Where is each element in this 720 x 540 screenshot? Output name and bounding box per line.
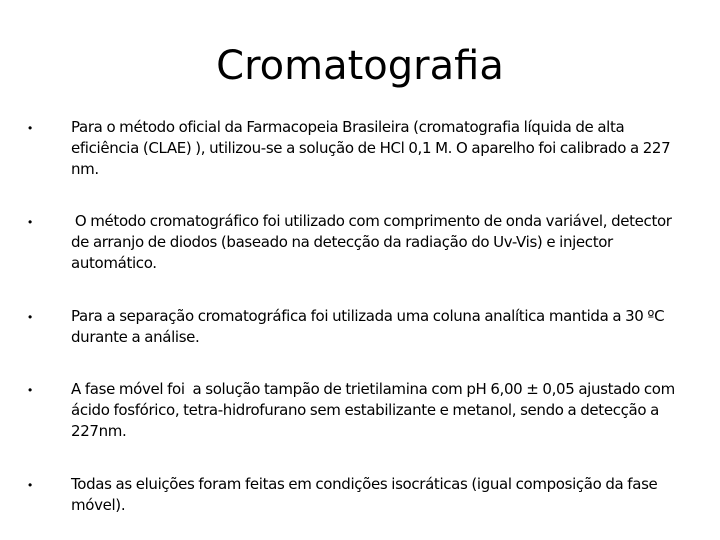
bullet-icon: • [28,478,33,492]
bullet-text: O método cromatográfico foi utilizado com comprimento de onda variável, detector de arranjo de diodos (baseado na detecção da radiação do Uv-Vis) e injector automático. [71,212,676,272]
bullet-text: Para o método oficial da Farmacopeia Brasileira (cromatografia líquida de alta eficiência (CLAE) ), utilizou-se a solução de HCl 0,1 M. O aparelho foi calibrado a 227 nm. [71,118,671,178]
bullet-text: Para a separação cromatográfica foi utilizada uma coluna analítica mantida a 30 ºC durante a análise. [71,307,665,346]
bullet-icon: • [28,383,33,397]
bullet-icon: • [28,121,33,135]
bullet-icon: • [28,310,33,324]
bullet-icon: • [28,215,33,229]
slide-title: Cromatografia [216,43,504,89]
bullet-text: A fase móvel foi a solução tampão de trietilamina com pH 6,00 ± 0,05 ajustado com ácido fosfórico, tetra-hidrofurano sem estabilizante e metanol, sendo a detecção a 227nm. [71,380,679,440]
bullet-text: Todas as eluições foram feitas em condições isocráticas (igual composição da fase móvel). [71,475,658,514]
